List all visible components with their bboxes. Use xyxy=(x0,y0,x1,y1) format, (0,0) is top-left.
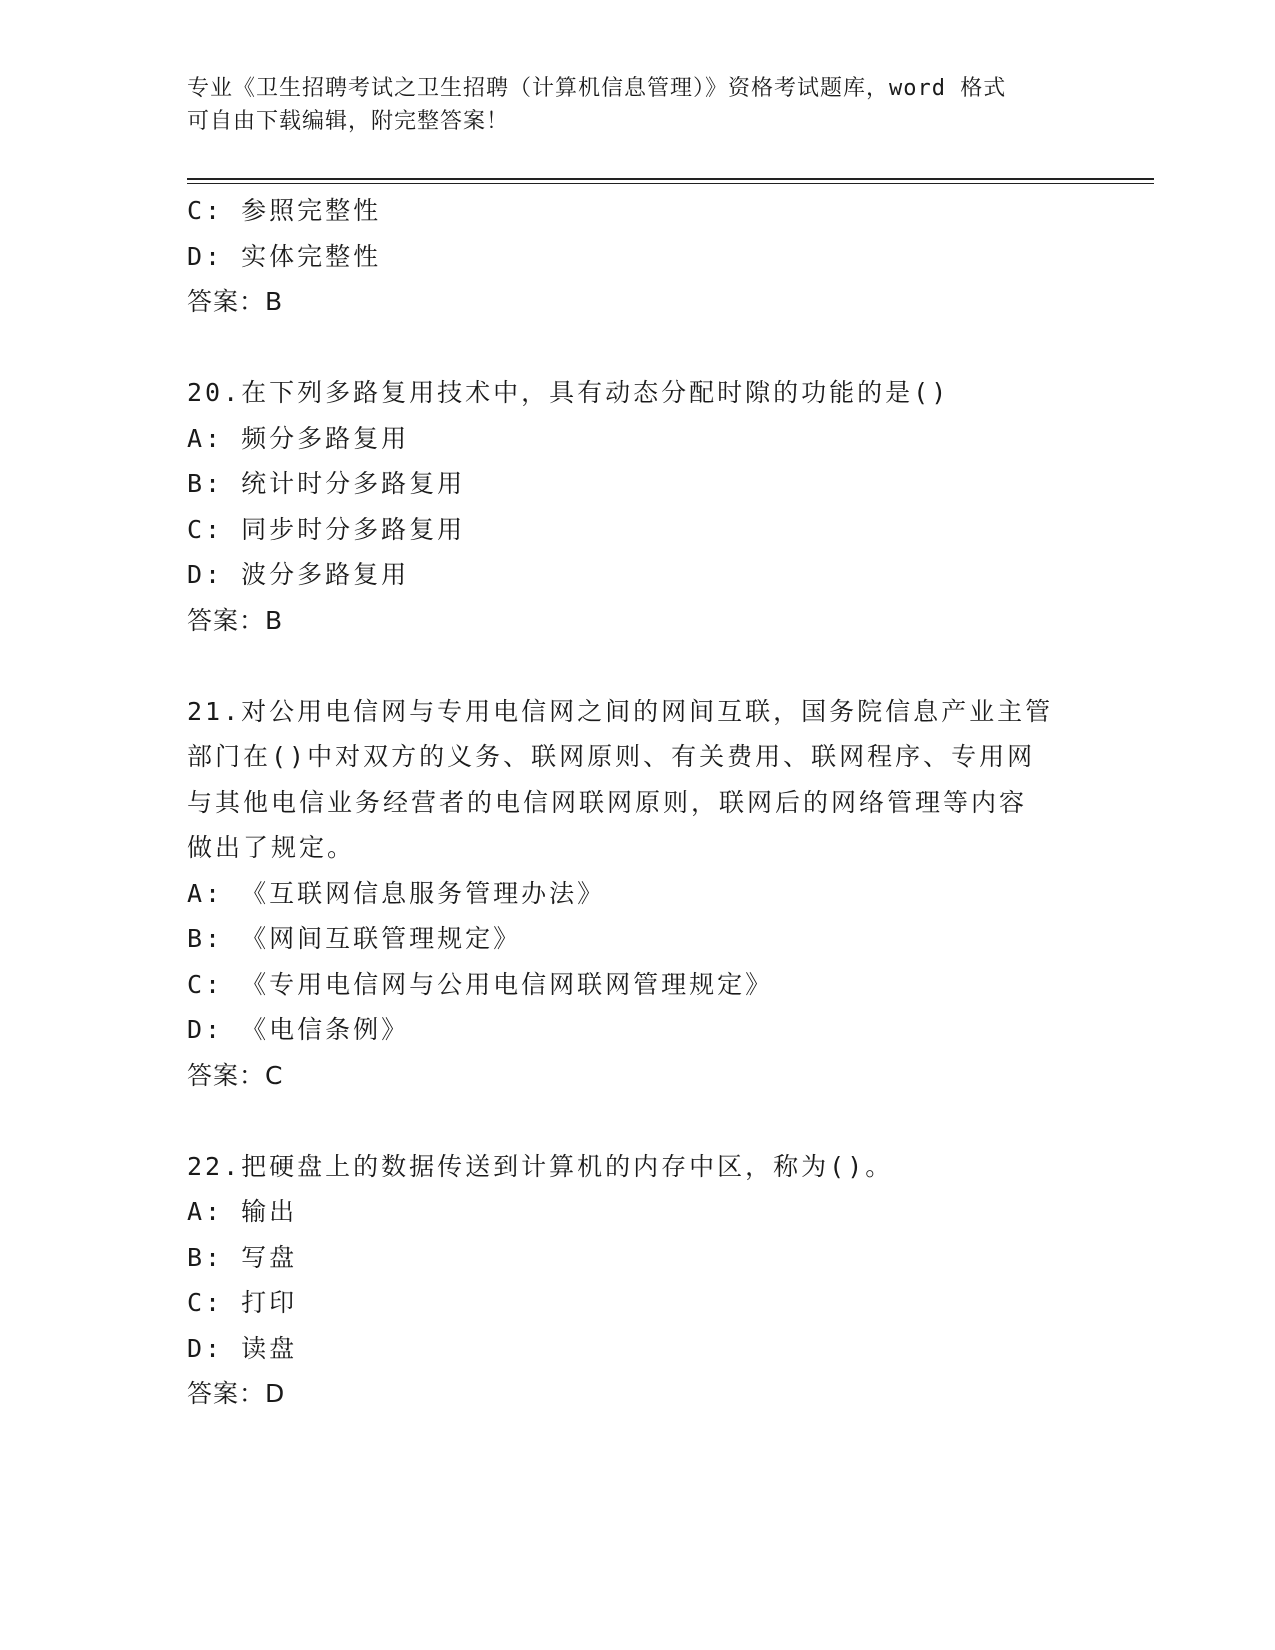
header-divider-thin xyxy=(187,183,1154,184)
option-d: D: 实体完整性 xyxy=(187,241,382,271)
option-b: B: 写盘 xyxy=(187,1242,298,1272)
question-stem: 22.把硬盘上的数据传送到计算机的内存中区，称为()。 xyxy=(187,1151,894,1181)
answer-label: 答案：D xyxy=(187,1379,286,1408)
question-block-22 xyxy=(187,1144,1107,1417)
question-stem-line-1: 21.对公用电信网与专用电信网之间的网间互联，国务院信息产业主管 xyxy=(187,696,1054,726)
option-a: A: 《互联网信息服务管理办法》 xyxy=(187,878,606,908)
question-stem-line-2: 部门在()中对双方的义务、联网原则、有关费用、联网程序、专用网 xyxy=(187,742,1036,771)
question-stem-line-3: 与其他电信业务经营者的电信网联网原则，联网后的网络管理等内容 xyxy=(187,787,1028,817)
question-stem-line-4: 做出了规定。 xyxy=(187,833,356,862)
option-b: B: 统计时分多路复用 xyxy=(187,469,466,498)
option-c: C: 打印 xyxy=(187,1288,298,1317)
question-stem: 20.在下列多路复用技术中，具有动态分配时隙的功能的是() xyxy=(187,378,950,407)
option-d: D: 《电信条例》 xyxy=(187,1015,410,1044)
option-c: C: 同步时分多路复用 xyxy=(187,514,466,544)
option-d: D: 波分多路复用 xyxy=(187,560,410,589)
option-b: B: 《网间互联管理规定》 xyxy=(187,924,522,953)
spacer xyxy=(187,325,1107,371)
option-d: D: 读盘 xyxy=(187,1333,298,1363)
spacer xyxy=(187,1098,1107,1144)
question-list xyxy=(187,188,1107,1417)
option-a: A: 频分多路复用 xyxy=(187,423,410,453)
document-header xyxy=(187,72,1087,138)
question-block-20 xyxy=(187,370,1107,643)
answer-label: 答案：B xyxy=(187,287,284,316)
option-c: C: 《专用电信网与公用电信网联网管理规定》 xyxy=(187,969,774,999)
option-a: A: 输出 xyxy=(187,1197,298,1226)
question-block-21 xyxy=(187,689,1107,1099)
question-block-prev xyxy=(187,188,1107,325)
header-title-line-2: 可自由下载编辑，附完整答案！ xyxy=(187,109,510,134)
answer-label: 答案：B xyxy=(187,605,284,635)
header-title-line-1: 专业《卫生招聘考试之卫生招聘（计算机信息管理）》资格考试题库，word 格式 xyxy=(187,76,1007,101)
header-divider xyxy=(187,178,1154,180)
option-c: C: 参照完整性 xyxy=(187,196,382,225)
spacer xyxy=(187,643,1107,689)
answer-label: 答案：C xyxy=(187,1060,284,1090)
